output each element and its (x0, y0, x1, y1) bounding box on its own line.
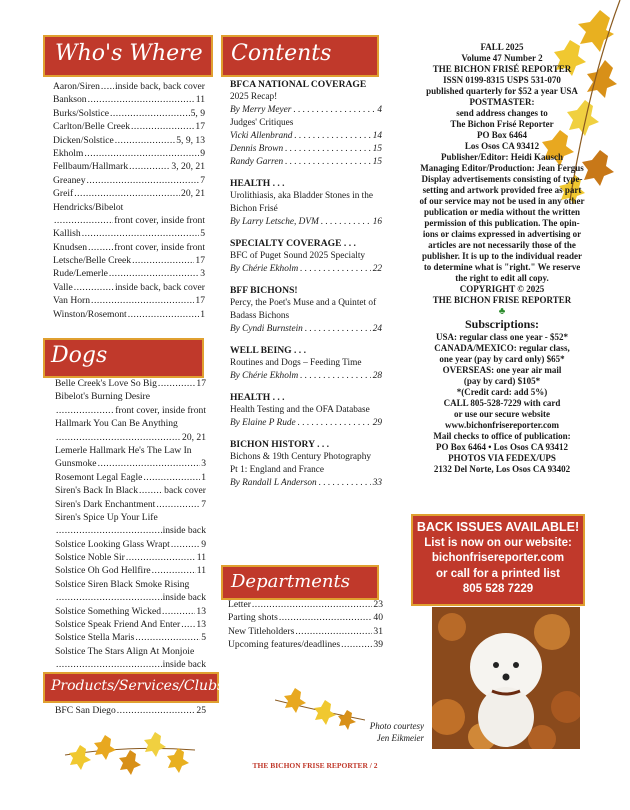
dot-leader (129, 160, 170, 173)
entry-name: Bankson (53, 94, 87, 106)
entry-page: inside back (162, 525, 206, 537)
byline-text: By Randall L Anderson (230, 478, 317, 488)
dot-leader (152, 564, 196, 577)
whos-where-row (53, 134, 205, 147)
dot-leader (295, 625, 372, 638)
dot-leader (300, 263, 371, 276)
whos-where-row (53, 147, 205, 160)
product-row (55, 704, 206, 717)
dog-row (55, 564, 206, 577)
entry-name: Letsche/Belle Creek (53, 255, 132, 267)
departments-list (228, 598, 383, 652)
article-byline (230, 156, 382, 169)
entry-page: 1 (201, 471, 206, 483)
dog-row (55, 511, 206, 524)
dot-leader (115, 134, 175, 147)
article-title: Routines and Dogs – Feeding Time (230, 358, 362, 368)
entry-name: Hendricks/Bibelot (53, 201, 124, 213)
byline-text: By Chérie Ekholm (230, 371, 299, 381)
dog-row (55, 578, 206, 591)
entry-name: Aaron/Siren (53, 81, 100, 92)
dot-leader (279, 611, 373, 624)
article-byline (230, 417, 382, 430)
contents-section-heading: BFF BICHONS! (230, 285, 298, 296)
byline-text: Vicki Allenbrand (230, 131, 293, 141)
masthead-line: Los Osos CA 93412 (464, 141, 540, 151)
masthead-line: The Bichon Frisé Reporter (450, 119, 554, 129)
subscription-line: OVERSEAS: one year air mail (442, 365, 562, 375)
entry-page: 7 (200, 174, 205, 186)
dot-leader (84, 147, 199, 160)
dot-leader (98, 457, 201, 470)
masthead (404, 42, 600, 475)
entry-page: 20, 21 (181, 188, 205, 200)
contents-section (230, 438, 382, 490)
subscriptions-title: Subscriptions: (464, 317, 540, 331)
contents-section (230, 391, 382, 430)
entry-name: Winston/Rosemont (53, 308, 127, 320)
whos-where-header (43, 35, 213, 77)
subscription-line: *(Credit card: add 5%) (456, 387, 548, 397)
dot-leader (56, 658, 162, 671)
whos-where-row (53, 241, 205, 254)
subscription-line: CALL 805-528-7229 with card (443, 398, 561, 408)
whos-where-row (53, 281, 205, 294)
subscription-line: (pay by card) $105* (463, 376, 541, 386)
entry-name: Greif (53, 188, 74, 200)
masthead-line: published quarterly for $52 a year USA (426, 86, 578, 96)
entry-name: Belle Creek's Love So Big (55, 378, 157, 389)
entry-name: Dicken/Solstice (53, 134, 114, 146)
entry-page: 9 (201, 538, 206, 550)
dog-row (55, 431, 206, 444)
entry-name: Rosemont Legal Eagle (55, 471, 143, 483)
contents-section (230, 237, 382, 276)
entry-page: 13 (196, 619, 206, 631)
dot-leader (341, 638, 372, 651)
article-page: 15 (372, 157, 382, 167)
subscription-line: www.bichonfrisereporter.com (445, 420, 559, 430)
autumn-leaves-bottom-left (60, 720, 200, 780)
products-header (43, 672, 225, 703)
article-byline (230, 263, 382, 276)
dot-leader (128, 308, 200, 321)
dot-leader (285, 156, 371, 169)
dog-row (55, 618, 206, 631)
masthead-line: FALL 2025 (480, 42, 524, 52)
whos-where-row (53, 267, 205, 280)
masthead-line: THE BICHON FRISÉ REPORTER (432, 64, 572, 74)
subscription-line: USA: regular class one year - $52* (436, 332, 568, 342)
entry-page: inside back (162, 592, 206, 604)
photo-credit-line2: Jen Eikmeier (376, 733, 424, 743)
masthead-line: the right to edit all copy. (455, 273, 549, 283)
dog-row (55, 390, 206, 403)
back-issues-line: List is now on our website: (424, 536, 572, 549)
article-page: 4 (377, 105, 382, 115)
dot-leader (143, 471, 200, 484)
dot-leader (110, 107, 190, 120)
contents-section (230, 284, 382, 336)
whos-where-row (53, 187, 205, 200)
dog-row (55, 524, 206, 537)
dot-leader (139, 484, 163, 497)
byline-text: By Larry Letsche, DVM (230, 217, 319, 227)
contents-section (230, 78, 382, 169)
whos-where-list (53, 80, 205, 321)
byline-text: Randy Garren (230, 157, 284, 167)
masthead-line: send address changes to (456, 108, 548, 118)
entry-page: 11 (196, 565, 206, 577)
entry-name: Greaney (53, 174, 86, 186)
whos-where-row (53, 93, 205, 106)
article-page: 24 (372, 324, 382, 334)
contents-header (221, 35, 379, 77)
contents-section-heading: WELL BEING . . . (230, 345, 306, 356)
subscription-line: or use our secure website (454, 409, 550, 419)
subscription-line: one year (pay by card only) $65* (439, 354, 565, 364)
entry-name: Bibelot's Burning Desire (55, 391, 150, 403)
contents-section-heading: BICHON HISTORY . . . (230, 439, 330, 450)
dot-leader (117, 704, 196, 717)
article-byline (230, 143, 382, 156)
contents-section-heading: HEALTH . . . (230, 392, 285, 403)
entry-page: 17 (195, 255, 205, 267)
entry-page: 31 (373, 625, 383, 637)
entry-name: Fellbaum/Hallmark (53, 161, 129, 173)
article-page: 29 (372, 418, 382, 428)
dog-row (55, 484, 206, 497)
dot-leader (56, 431, 181, 444)
entry-page: front cover, inside front (114, 214, 205, 226)
entry-name: Solstice The Stars Align At Monjoie (55, 645, 195, 657)
whos-where-row (53, 214, 205, 227)
contents-section-heading: HEALTH . . . (230, 178, 285, 189)
dot-leader (285, 143, 371, 156)
dot-leader (54, 214, 113, 227)
back-issues-line: bichonfrisereporter.com (431, 552, 565, 564)
entry-name: Gunsmoke (55, 458, 97, 470)
article-page: 22 (372, 264, 382, 274)
masthead-line: articles are not necessarily those of the (428, 240, 576, 250)
whos-where-row (53, 174, 205, 187)
dot-leader (88, 241, 113, 254)
entry-page: 40 (373, 612, 383, 624)
entry-page: inside back (162, 659, 206, 671)
entry-page: inside back, back cover (114, 81, 205, 92)
entry-page: 13 (196, 605, 206, 617)
entry-name: Solstice Siren Black Smoke Rising (55, 578, 190, 590)
article-title: Bichons & 19th Century Photography (230, 452, 371, 462)
contents-section-heading: SPECIALTY COVERAGE . . . (230, 238, 356, 249)
clover-icon: ♣ (498, 306, 506, 317)
dog-row (55, 377, 206, 390)
contents-title: Contents (231, 41, 332, 66)
entry-name: Siren's Back In Black (55, 485, 138, 497)
masthead-line: permission of this publication. The opin- (424, 218, 580, 228)
masthead-line: publication or media without the written (423, 207, 581, 217)
entry-page: 20, 21 (182, 431, 206, 443)
photo-credit-line1: Photo courtesy (369, 721, 424, 731)
dot-leader (56, 524, 162, 537)
products-list (55, 704, 206, 717)
entry-page: 17 (196, 378, 206, 389)
masthead-line: Volume 47 Number 2 (461, 53, 543, 63)
dot-leader (158, 377, 195, 390)
entry-name: Kallish (53, 228, 81, 240)
entry-page: 5 (200, 228, 205, 240)
entry-page: inside back, back cover (114, 281, 205, 293)
article-page: 28 (372, 371, 382, 381)
dot-leader (88, 93, 195, 106)
masthead-line: PO Box 6464 (476, 130, 527, 140)
entry-page: 5 (201, 632, 206, 644)
dog-row (55, 404, 206, 417)
dot-leader (74, 187, 180, 200)
entry-page: 11 (196, 552, 206, 564)
dot-leader (131, 120, 194, 133)
back-issues-line: or call for a printed list (436, 567, 560, 580)
dog-row (55, 471, 206, 484)
masthead-line: THE BICHON FRISE REPORTER (432, 295, 572, 305)
department-row (228, 638, 383, 651)
masthead-line: publisher. It is up to the individual reader (421, 251, 583, 261)
dot-leader (321, 216, 371, 229)
entry-name: Siren's Spice Up Your Life (55, 511, 158, 523)
entry-name: Solstice Speak Friend And Enter (55, 619, 181, 631)
dogs-title: Dogs (51, 343, 108, 368)
dot-leader (56, 404, 114, 417)
department-row (228, 611, 383, 624)
whos-where-row (53, 254, 205, 267)
article-title: Urolithiasis, aka Bladder Stones in the (230, 191, 374, 201)
department-row (228, 625, 383, 638)
dot-leader (298, 417, 371, 430)
entry-page: 9 (200, 147, 205, 159)
entry-name: Rude/Lemerle (53, 268, 108, 280)
contents-list (230, 78, 382, 490)
article-page: 33 (372, 478, 382, 488)
masthead-line: Display advertisements consisting of type- (421, 174, 583, 184)
dog-row (55, 538, 206, 551)
masthead-line: POSTMASTER: (469, 97, 535, 107)
whos-where-row (53, 160, 205, 173)
entry-page: 3 (200, 268, 205, 280)
masthead-line: Publisher/Editor: Heidi Kausch (440, 152, 563, 162)
dot-leader (87, 174, 200, 187)
whos-where-row (53, 201, 205, 214)
whos-where-title: Who's Where (55, 41, 203, 66)
dot-leader (109, 267, 199, 280)
dog-row (55, 551, 206, 564)
entry-page: 5, 9, 13 (176, 134, 205, 146)
entry-name: Solstice Oh God Hellfire (55, 565, 151, 577)
dot-leader (162, 605, 195, 618)
entry-name: Parting shots (228, 612, 278, 624)
dog-row (55, 645, 206, 658)
entry-page: 11 (195, 94, 205, 106)
entry-page: 17 (195, 295, 205, 307)
contents-section-heading: BFCA NATIONAL COVERAGE (230, 79, 367, 90)
back-issues-box (411, 514, 585, 606)
masthead-line: setting and artwork provided free as part (422, 185, 582, 195)
entry-name: Upcoming features/deadlines (228, 639, 341, 651)
department-row (228, 598, 383, 611)
back-issues-line: 805 528 7229 (462, 583, 534, 595)
entry-name: Solstice Noble Sir (55, 552, 125, 564)
entry-name: Letter (228, 599, 251, 610)
departments-header (221, 565, 379, 600)
entry-page: front cover, inside front (114, 241, 205, 253)
dot-leader (91, 294, 194, 307)
entry-page: 25 (196, 705, 206, 716)
entry-name: Valle (53, 281, 73, 293)
entry-name: Burks/Solstice (53, 107, 109, 119)
article-page: 16 (372, 217, 382, 227)
whos-where-row (53, 107, 205, 120)
masthead-line: to determine what is "right." We reserve (423, 262, 581, 272)
dot-leader (82, 227, 199, 240)
entry-page: 3 (201, 458, 206, 470)
dot-leader (171, 538, 200, 551)
dot-leader (305, 323, 371, 336)
dogs-list (55, 377, 206, 672)
dot-leader (126, 551, 196, 564)
entry-name: New Titleholders (228, 625, 295, 637)
page-footer: THE BICHON FRISE REPORTER / 2 (252, 761, 378, 770)
dot-leader (300, 370, 371, 383)
dot-leader (181, 618, 195, 631)
back-issues-line: BACK ISSUES AVAILABLE! (416, 520, 580, 534)
contents-section (230, 177, 382, 229)
entry-name: Carlton/Belle Creek (53, 121, 130, 133)
subscription-line: PHOTOS VIA FEDEX/UPS (448, 453, 556, 463)
dot-leader (156, 498, 200, 511)
dog-row (55, 417, 206, 430)
byline-text: By Merry Meyer (230, 105, 292, 115)
entry-name: Solstice Something Wicked (55, 605, 162, 617)
dot-leader (135, 631, 200, 644)
products-title: Products/Services/Clubs (51, 678, 225, 694)
masthead-line: ISSN 0199-8315 USPS 531-070 (443, 75, 561, 85)
dot-leader (294, 130, 370, 143)
whos-where-row (53, 294, 205, 307)
entry-page: 5, 9 (190, 107, 205, 119)
masthead-line: of our service may not be used in any other (419, 196, 585, 206)
byline-text: By Elaine P Rude (230, 418, 296, 428)
dot-leader (132, 254, 194, 267)
subscription-line: Mail checks to office of publication: (433, 431, 571, 441)
bichon-photo (432, 607, 580, 749)
article-title: Judges' Critiques (230, 118, 294, 128)
entry-page: 17 (195, 121, 205, 133)
dog-row (55, 658, 206, 671)
article-byline (230, 130, 382, 143)
whos-where-row (53, 308, 205, 321)
article-byline (230, 477, 382, 490)
byline-text: By Chérie Ekholm (230, 264, 299, 274)
subscription-line: PO Box 6464 • Los Osos CA 93412 (436, 442, 568, 452)
dot-leader (293, 104, 375, 117)
entry-page: 23 (373, 599, 383, 610)
entry-name: Hallmark You Can Be Anything (55, 418, 178, 430)
dog-row (55, 457, 206, 470)
dogs-header (43, 338, 204, 378)
entry-name: Solstice Looking Glass Wrapt (55, 538, 170, 550)
byline-text: Dennis Brown (230, 144, 284, 154)
article-byline (230, 370, 382, 383)
photo-credit (340, 720, 424, 744)
contents-section (230, 344, 382, 383)
article-title: BFC of Puget Sound 2025 Specialty (230, 251, 366, 261)
entry-page: 39 (373, 639, 383, 651)
subscription-line: CANADA/MEXICO: regular class, (434, 343, 570, 353)
article-title: Pt 1: England and France (230, 465, 324, 475)
whos-where-row (53, 227, 205, 240)
article-title: Badass Bichons (230, 311, 290, 321)
whos-where-row (53, 120, 205, 133)
dog-row (55, 605, 206, 618)
entry-page: front cover, inside front (115, 404, 206, 416)
article-title: Bichon Frisé (230, 204, 278, 214)
whos-where-row (53, 80, 205, 93)
masthead-line: COPYRIGHT © 2025 (459, 284, 545, 294)
subscription-line: 2132 Del Norte, Los Osos CA 93402 (433, 464, 571, 474)
entry-name: Van Horn (53, 295, 91, 307)
dog-row (55, 591, 206, 604)
article-byline (230, 323, 382, 336)
dot-leader (74, 281, 114, 294)
entry-name: Solstice Stella Maris (55, 632, 135, 644)
dot-leader (101, 80, 114, 93)
dot-leader (252, 598, 373, 611)
dot-leader (56, 591, 162, 604)
entry-name: Siren's Dark Enchantment (55, 498, 156, 510)
entry-name: Lemerle Hallmark He's The Law In (55, 444, 192, 456)
article-title: Health Testing and the OFA Database (230, 405, 370, 415)
masthead-line: ions or claims expressed in advertising or (422, 229, 582, 239)
article-byline (230, 216, 382, 229)
entry-page: 1 (200, 308, 205, 320)
article-title: Percy, the Poet's Muse and a Quintet of (230, 298, 377, 308)
article-page: 15 (372, 144, 382, 154)
dog-row (55, 498, 206, 511)
entry-name: Knudsen (53, 241, 88, 253)
entry-page: 3, 20, 21 (171, 161, 205, 173)
departments-title: Departments (231, 571, 350, 592)
article-byline (230, 104, 382, 117)
dot-leader (319, 477, 371, 490)
masthead-line: Managing Editor/Production: Jean Fergus (420, 163, 584, 173)
dog-row (55, 444, 206, 457)
entry-page: back cover (164, 485, 206, 497)
byline-text: By Cyndi Burnstein (230, 324, 303, 334)
dog-row (55, 631, 206, 644)
article-page: 14 (372, 131, 382, 141)
article-title: 2025 Recap! (230, 92, 278, 102)
entry-name: Ekholm (53, 147, 84, 159)
entry-name: BFC San Diego (55, 705, 116, 716)
entry-page: 7 (201, 498, 206, 510)
